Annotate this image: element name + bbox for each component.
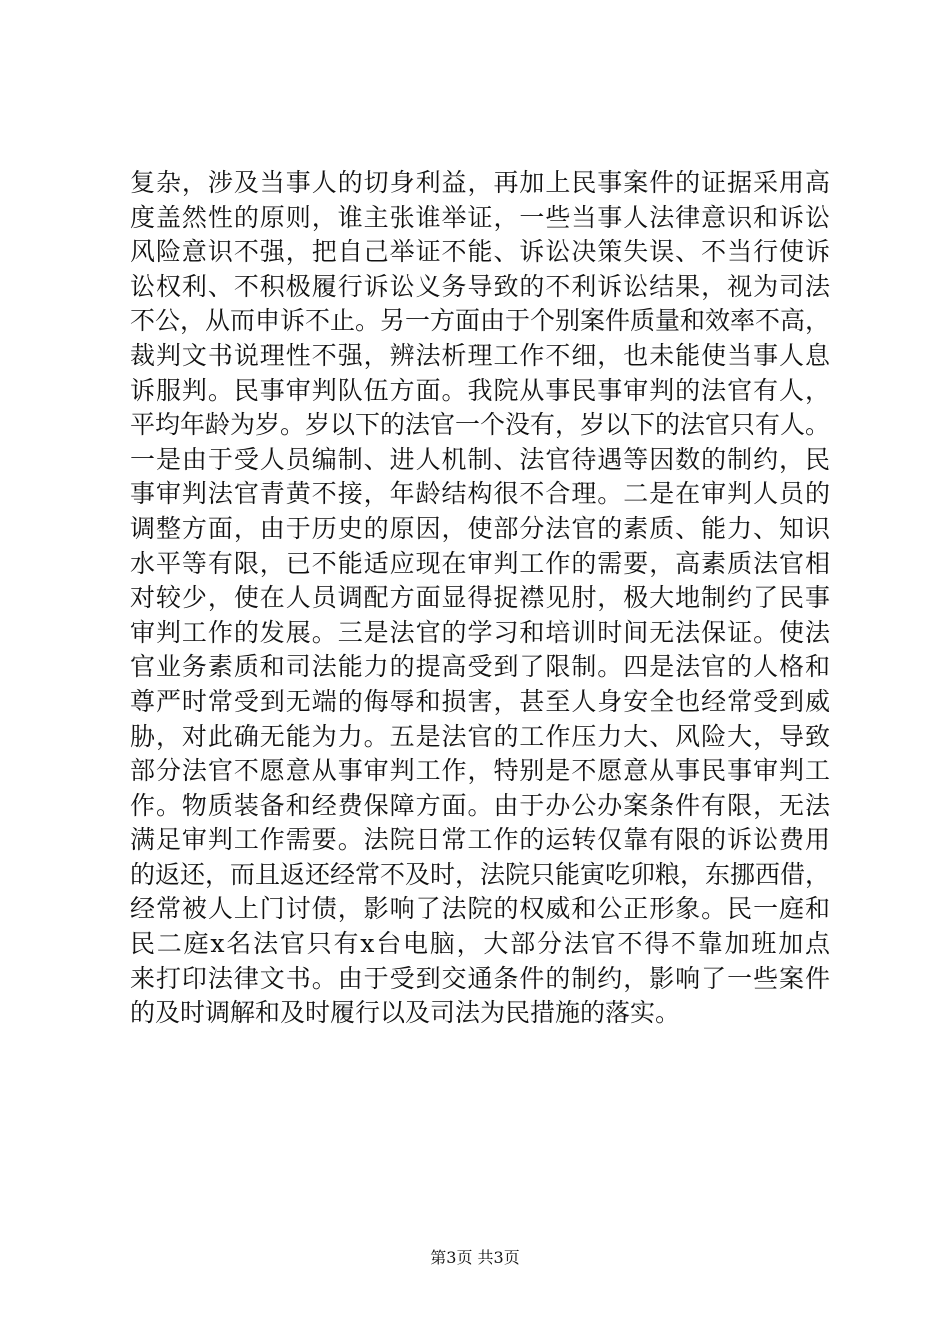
text-line: 满足审判工作需要。法院日常工作的运转仅靠有限的诉讼费用 xyxy=(130,825,830,855)
text-line: 对较少，使在人员调配方面显得捉襟见肘，极大地制约了民事 xyxy=(130,583,830,613)
text-line: 官业务素质和司法能力的提高受到了限制。四是法官的人格和 xyxy=(130,652,830,682)
text-line: 的返还，而且返还经常不及时，法院只能寅吃卯粮，东挪西借， xyxy=(130,859,831,889)
text-line: 作。物质装备和经费保障方面。由于办公办案条件有限，无法 xyxy=(130,790,830,820)
text-line: 不公，从而申诉不止。另一方面由于个别案件质量和效率不高， xyxy=(130,306,831,336)
text-line: 一是由于受人员编制、进人机制、法官待遇等因数的制约，民 xyxy=(130,444,830,474)
text-line: 风险意识不强，把自己举证不能、诉讼决策失误、不当行使诉 xyxy=(130,237,830,267)
text-line: 讼权利、不积极履行诉讼义务导致的不利诉讼结果，视为司法 xyxy=(130,271,830,301)
text-line: 复杂，涉及当事人的切身利益，再加上民事案件的证据采用高 xyxy=(130,168,830,197)
text-line: 尊严时常受到无端的侮辱和损害，甚至人身安全也经常受到威 xyxy=(130,686,830,716)
text-line: 民二庭x名法官只有x台电脑，大部分法官不得不靠加班加点 xyxy=(130,929,830,959)
text-line: 经常被人上门讨债，影响了法院的权威和公正形象。民一庭和 xyxy=(130,894,830,924)
text-line: 诉服判。民事审判队伍方面。我院从事民事审判的法官有人， xyxy=(130,375,830,405)
text-line: 调整方面，由于历史的原因，使部分法官的素质、能力、知识 xyxy=(130,513,830,543)
text-line: 部分法官不愿意从事审判工作，特别是不愿意从事民事审判工 xyxy=(130,756,830,786)
text-line: 胁，对此确无能为力。五是法官的工作压力大、风险大，导致 xyxy=(130,721,830,751)
body-paragraph xyxy=(130,166,830,1031)
text-line: 来打印法律文书。由于受到交通条件的制约，影响了一些案件 xyxy=(130,963,830,993)
text-line: 平均年龄为岁。岁以下的法官一个没有，岁以下的法官只有人。 xyxy=(130,410,831,440)
text-line: 审判工作的发展。三是法官的学习和培训时间无法保证。使法 xyxy=(130,617,830,647)
text-line: 裁判文书说理性不强，辨法析理工作不细，也未能使当事人息 xyxy=(130,340,830,370)
text-line: 度盖然性的原则，谁主张谁举证，一些当事人法律意识和诉讼 xyxy=(130,202,830,232)
text-line: 的及时调解和及时履行以及司法为民措施的落实。 xyxy=(130,998,681,1028)
text-line: 水平等有限，已不能适应现在审判工作的需要，高素质法官相 xyxy=(130,548,830,578)
text-line: 事审判法官青黄不接，年龄结构很不合理。二是在审判人员的 xyxy=(130,479,830,509)
page-footer: 第3页 共3页 xyxy=(430,1248,520,1267)
